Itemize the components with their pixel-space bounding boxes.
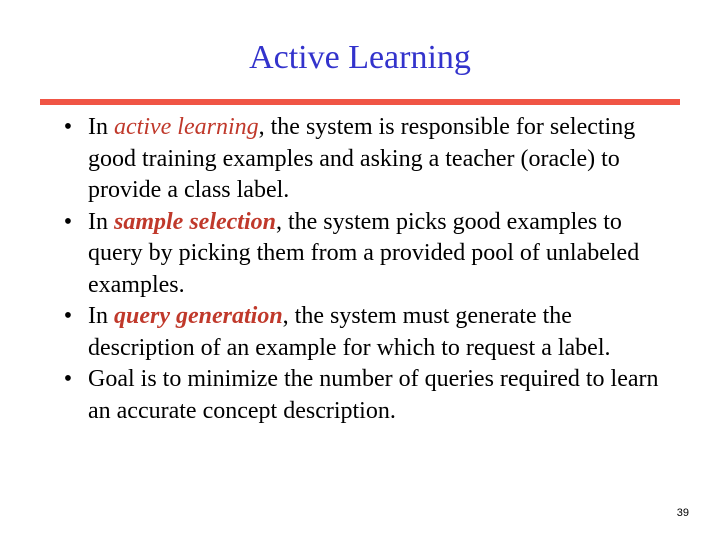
bullet-item-query-generation [56,301,676,364]
bullet-text: , the system is responsible for selecting good training examples and asking a teacher (oracle) to provide a class label. [88,114,636,203]
bullet-text: , the system picks good examples to query by picking them from a provided pool of unlabeled examples. [88,208,640,298]
title-divider [40,99,680,105]
bullet-icon: • [63,303,73,329]
term-active-learning: active learning [114,114,259,140]
bullet-icon: • [63,208,73,235]
term-query-generation: query generation [114,303,283,329]
bullet-icon: • [63,114,73,140]
bullet-list [56,112,676,427]
bullet-text: Goal is to minimize the number of queries required to learn an accurate concept description. [88,366,659,424]
bullet-text-prefix: In [88,114,114,140]
bullet-item-active-learning [56,112,676,207]
bullet-text-prefix: In [88,303,114,329]
bullet-icon: • [63,366,73,392]
bullet-item-goal [56,364,676,427]
page-number: 39 [676,507,689,519]
bullet-item-sample-selection [56,207,676,302]
term-sample-selection: sample selection [114,208,276,235]
bullet-text: , the system must generate the description of an example for which to request a label. [88,303,611,361]
bullet-text-prefix: In [88,208,114,235]
slide-title: Active Learning [249,39,471,76]
